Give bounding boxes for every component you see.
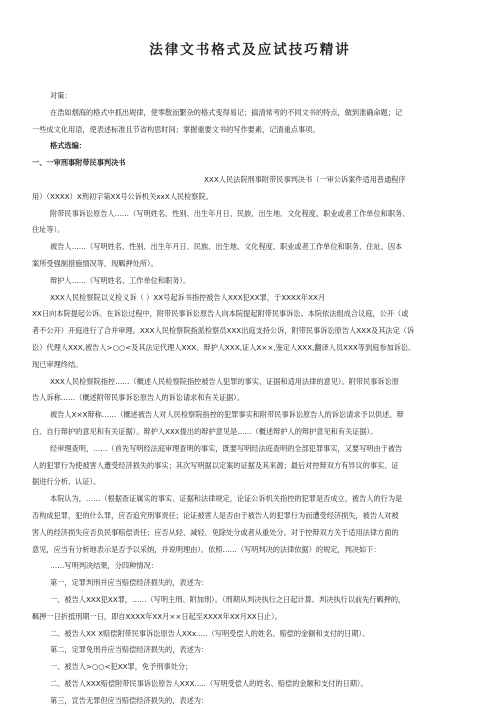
paragraph-line: 讼）代理人XXX,被告人>○○<及其法定代理人XXX、辩护人XXX,证人X××,鉴定人XXX,翻译人员XXX等到庭参加诉讼。 xyxy=(32,342,416,352)
paragraph-line: 据进行分析、认证）。 xyxy=(32,477,101,487)
paragraph-line: 意见，应当有分析地表示是否予以采纳，并说明理由）。依照……（写明判决的法律依据）的规定，判决如下： xyxy=(32,544,381,554)
paragraph-line: 被告人……（写明姓名、性别、出生年月日、民族、出生地、文化程度、职业或者工作单位和职务、住址、因本 xyxy=(50,242,403,252)
paragraph-line: 被告人X×X辩称……（概述被告人对人民检察院指控的犯罪事实和附带民事诉讼原告人的诉讼请求予以供述、辩 xyxy=(50,410,404,420)
paragraph-line: 第一，定罪判刑并应当赔偿经济损失的，表述为： xyxy=(50,578,209,588)
paragraph-line: 白、自行辩护的意见和有关证据）。辩护人XXX提出的辩护意见是……（概述辩护人的辩护意见和有关证据）。 xyxy=(32,426,378,436)
document-title: 法律文书格式及应试技巧精讲 xyxy=(149,42,351,58)
paragraph-line: 本院认为，……（根据查证属实的事实、证据和法律规定，论证公诉机关指控的犯罪是否成立，被告人的行为是 xyxy=(50,494,403,504)
paragraph-line: 附带民事诉讼原告人……（写明姓名、性别、出生年月日、民族、出生地、文化程度、职业或者工作单位和职务、 xyxy=(50,208,410,218)
paragraph-line: 二、被告人XX X赔偿附带民事诉讼原告人XXx.....（写明受偿人的姓名、赔偿的金额和支付的日期）。 xyxy=(50,628,370,638)
paragraph-line: 第二，定罪免刑并应当赔偿经济损失的，表述为： xyxy=(50,645,209,655)
paragraph-line: 现已审理终结。 xyxy=(32,359,83,369)
paragraph-line: XX日向本院提起公诉。在诉讼过程中，附带民事诉讼原告人向本院提起附带民事诉讼。本院依法组成合议庭，公开（或 xyxy=(32,309,409,319)
paragraph-line: 对策： xyxy=(50,91,72,100)
paragraph-line: 住址等）。 xyxy=(32,225,65,235)
paragraph-line: XXX人民法院刑事附带民事判决书（一审公诉案件适用普通程序 xyxy=(204,174,406,184)
paragraph-line: 辩护人……（写明姓名、工作单位和职务）。 xyxy=(50,275,191,285)
paragraph-line: 在浩如烟海的格式中抓出规律，使零散而繁杂的格式变得易记；搞清常考的不同文书的特点，做到准确命题；记 xyxy=(50,107,403,117)
paragraph-line: XXX人民检察院指控……（概述人民检察院指控被告人犯罪的事实、证据和适用法律的意见）。附带民事诉讼原 xyxy=(50,376,399,386)
paragraph-line: 第三，宣告无罪但应当赔偿经济损失的，表述为： xyxy=(50,695,209,705)
paragraph-line: 用）（XXXX）X刑初字第XX号公诉机关xxX人民检察院。 xyxy=(32,191,213,201)
section-heading: 一、一审刑事附带民事判决书 xyxy=(32,158,126,168)
paragraph-line: 案所受强制措施情况等，现羁押处所）。 xyxy=(32,258,158,268)
paragraph-line: 一、被告人XXX犯XX罪，……（写明主刑、附加刑）。（刑期从判决执行之日起计算。判决执行以前先行羁押的， xyxy=(50,594,406,604)
paragraph-line: 一、被告人>○○<犯XX罪，免予刑事处分； xyxy=(50,662,193,672)
paragraph-line: 人的犯罪行为使被害人遭受经济损失的事实；其次写明据以定案的证据及其来源；最后对控辩双方有异议的事实、证 xyxy=(32,460,399,470)
paragraph-line: 否构成犯罪，犯的什么罪，应否追究刑事责任；论证被害人是否由于被告人的犯罪行为而遭受经济损失，被告人对被 xyxy=(32,510,399,520)
paragraph-line: 告人诉称……（概述附带民事诉讼原告人的诉讼请求和有关证据）。 xyxy=(32,393,245,403)
paragraph-line: ……写明判决结果，分四种情况： xyxy=(50,561,158,571)
paragraph-line: 二、被告人XXX赔偿附带民事诉讼原告人XXX.....（写明受偿人的姓名、赔偿的金额和支付的日期）。 xyxy=(50,678,368,688)
paragraph-line: 者不公开）开庭进行了合并审理。XXX人民检察院指派检察员XXX出庭支持公诉，附带民事诉讼原告人XXX及其法定（诉 xyxy=(32,326,415,336)
paragraph-line: 一些成文化用语，使表述标准且节省构思时间；掌握重要文书的写作要素，记清重点事项。 xyxy=(32,124,320,134)
paragraph-line: 经审理查明，……（首先写明经法庭审理查明的事实，既要写明经法庭查明的全部犯罪事实，又要写明由于被告 xyxy=(50,443,403,453)
paragraph-line: 羁押一日折抵刑期一日，即自XXXX年XX月××日起至XXXX年XX月XX日止）。 xyxy=(32,611,282,621)
paragraph-line: 害人的经济损失应否负民事赔偿责任；应否从轻、减轻、免除处分或者从重处分。对于控辩双方关于适用法律方面的 xyxy=(32,527,399,537)
section-heading: 格式选编： xyxy=(50,141,86,151)
paragraph-line: XXX人民检察院以义检义诉（ ）XX号起诉书指控被告人XXX犯XX罪，于XXXX年XX月 xyxy=(50,292,326,302)
